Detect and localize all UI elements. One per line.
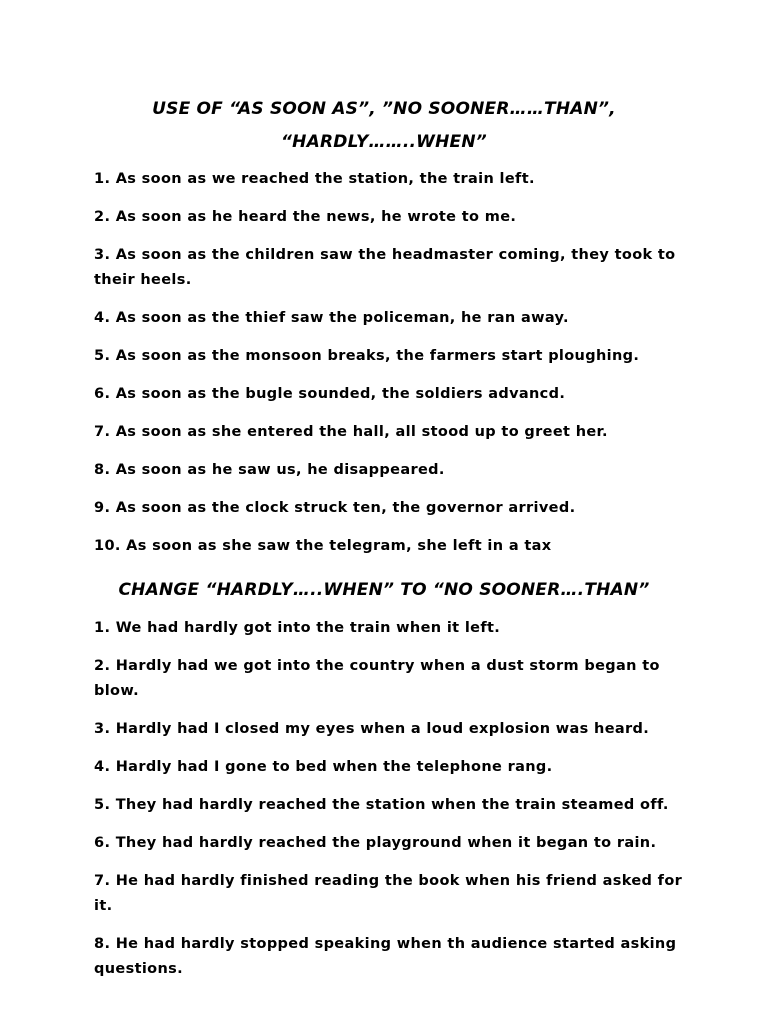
exercise-2: 2. Hardly had we got into the country when a dust storm began to — [94, 658, 660, 674]
exercise-5: 5. They had hardly reached the station when the train steamed off. — [94, 797, 669, 813]
exercise-8-continued: questions. — [94, 961, 183, 977]
sentence-7: 7. As soon as she entered the hall, all stood up to greet her. — [94, 424, 608, 440]
sentence-6: 6. As soon as the bugle sounded, the soldiers advancd. — [94, 386, 566, 402]
sentence-1: 1. As soon as we reached the station, the train left. — [94, 171, 535, 187]
exercise-1: 1. We had hardly got into the train when it left. — [94, 620, 501, 636]
exercise-3: 3. Hardly had I closed my eyes when a loud explosion was heard. — [94, 721, 650, 737]
exercise-7: 7. He had hardly finished reading the book when his friend asked for — [94, 873, 683, 889]
exercise-4: 4. Hardly had I gone to bed when the telephone rang. — [94, 759, 553, 775]
sentence-5: 5. As soon as the monsoon breaks, the farmers start ploughing. — [94, 348, 640, 364]
title-line-2: “HARDLY……..WHEN” — [281, 132, 487, 152]
section-heading: CHANGE “HARDLY…..WHEN” TO “NO SOONER….THAN” — [118, 580, 650, 600]
exercise-2-continued: blow. — [94, 683, 140, 699]
sentence-10: 10. As soon as she saw the telegram, she left in a tax — [94, 538, 552, 554]
sentence-9: 9. As soon as the clock struck ten, the governor arrived. — [94, 500, 576, 516]
title-line-1: USE OF “AS SOON AS”, ”NO SOONER……THAN”, — [152, 99, 616, 119]
sentence-8: 8. As soon as he saw us, he disappeared. — [94, 462, 445, 478]
sentence-3: 3. As soon as the children saw the headmaster coming, they took to — [94, 247, 676, 263]
sentence-2: 2. As soon as he heard the news, he wrote to me. — [94, 209, 517, 225]
exercise-8: 8. He had hardly stopped speaking when th audience started asking — [94, 936, 677, 952]
exercise-6: 6. They had hardly reached the playground when it began to rain. — [94, 835, 657, 851]
sentence-4: 4. As soon as the thief saw the policeman, he ran away. — [94, 310, 569, 326]
exercise-7-continued: it. — [94, 898, 113, 914]
sentence-3-continued: their heels. — [94, 272, 192, 288]
